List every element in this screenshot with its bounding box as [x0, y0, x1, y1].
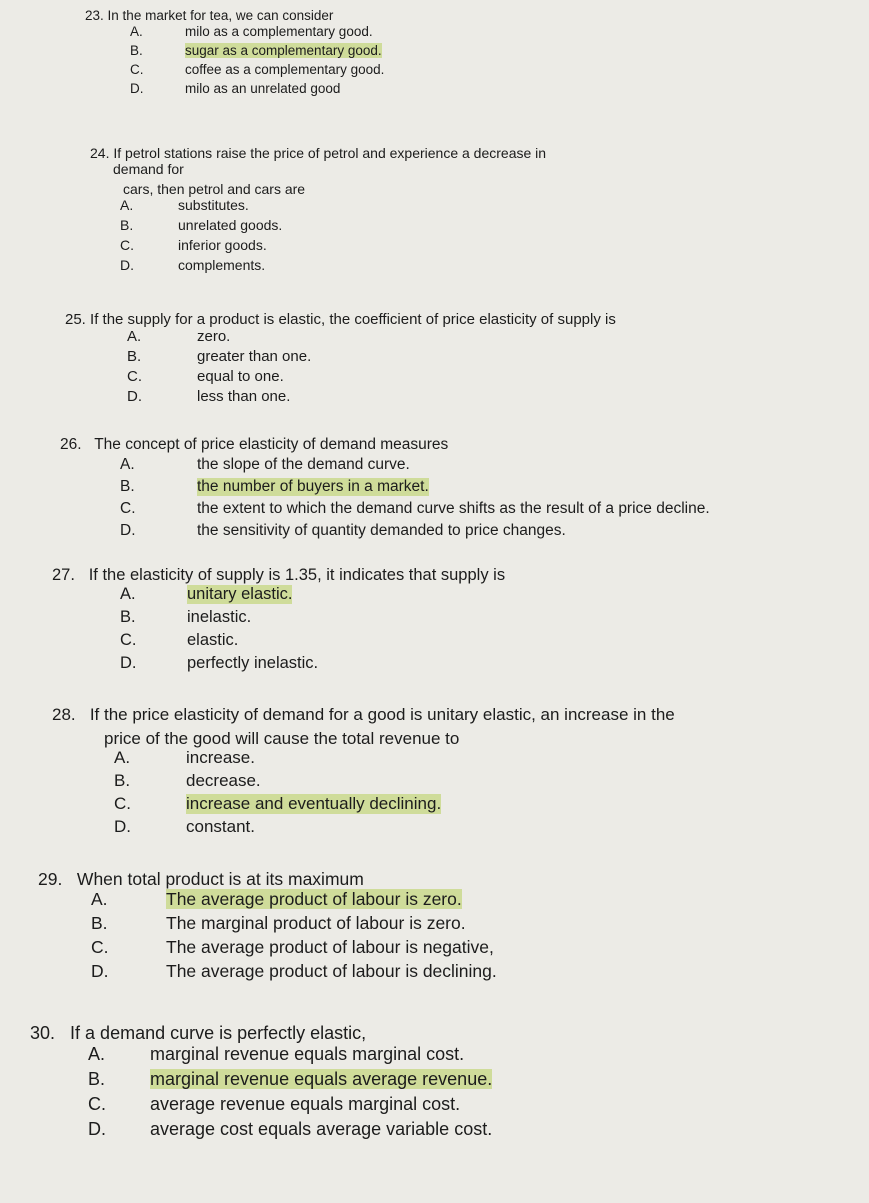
- highlighted-answer: sugar as a complementary good.: [185, 42, 382, 58]
- option-a: A. milo as a complementary good.: [130, 23, 373, 39]
- question-number: 28.: [52, 705, 76, 724]
- highlighted-answer: the number of buyers in a market.: [197, 477, 429, 495]
- option-b: B. decrease.: [114, 771, 261, 791]
- question-stem: 30. If a demand curve is perfectly elastic,: [30, 1023, 367, 1043]
- option-a: A. unitary elastic.: [120, 584, 293, 603]
- option-c: C. inferior goods.: [120, 237, 267, 254]
- option-d: D. perfectly inelastic.: [120, 653, 319, 672]
- question-24: [90, 145, 546, 277]
- option-c: C. elastic.: [120, 630, 239, 649]
- option-a: A. marginal revenue equals marginal cost.: [88, 1043, 465, 1064]
- option-d: D. complements.: [120, 257, 266, 274]
- option-a: A. the slope of the demand curve.: [120, 455, 410, 473]
- question-number: 25.: [65, 311, 86, 328]
- option-c: C. average revenue equals marginal cost.: [88, 1093, 461, 1114]
- question-25: [65, 311, 616, 408]
- option-b: B. inelastic.: [120, 607, 252, 626]
- option-a: A. increase.: [114, 748, 255, 768]
- option-c: C. coffee as a complementary good.: [130, 61, 385, 77]
- question-number: 29.: [38, 869, 63, 889]
- question-28: [52, 705, 675, 840]
- option-c: C. the extent to which the demand curve shifts as the result of a price decline.: [120, 499, 710, 517]
- question-stem: 29. When total product is at its maximum: [38, 869, 364, 889]
- option-b: B. sugar as a complementary good.: [130, 42, 382, 58]
- question-27: [52, 566, 505, 677]
- question-stem-line-2: demand for: [113, 161, 184, 178]
- option-b: B. marginal revenue equals average revenue.: [88, 1068, 493, 1089]
- question-23: [85, 8, 385, 100]
- option-a: A. substitutes.: [120, 197, 249, 214]
- option-c: C. The average product of labour is negative,: [91, 937, 494, 958]
- question-stem-line-3: cars, then petrol and cars are: [123, 181, 306, 198]
- option-d: D. The average product of labour is declining.: [91, 961, 497, 982]
- question-29: [38, 869, 497, 985]
- option-c: C. equal to one.: [127, 368, 284, 386]
- question-26: [60, 436, 710, 544]
- option-a: A. zero.: [127, 328, 231, 346]
- question-stem: 25. If the supply for a product is elastic, the coefficient of price elasticity of supply is: [65, 311, 616, 328]
- option-b: B. greater than one.: [127, 348, 312, 366]
- question-30: [30, 1023, 493, 1144]
- question-stem: 23. In the market for tea, we can consider: [85, 8, 334, 23]
- question-stem: 28. If the price elasticity of demand for a good is unitary elastic, an increase in the: [52, 705, 675, 724]
- option-d: D. the sensitivity of quantity demanded to price changes.: [120, 521, 566, 539]
- question-stem-line-2: price of the good will cause the total revenue to: [104, 728, 460, 748]
- option-b: B. unrelated goods.: [120, 217, 283, 234]
- question-stem: 26. The concept of price elasticity of demand measures: [60, 436, 449, 453]
- option-d: D. constant.: [114, 817, 255, 837]
- highlighted-answer: The average product of labour is zero.: [166, 889, 462, 910]
- option-d: D. less than one.: [127, 388, 291, 406]
- option-b: B. the number of buyers in a market.: [120, 477, 429, 495]
- question-number: 23.: [85, 8, 104, 23]
- option-b: B. The marginal product of labour is zero.: [91, 913, 466, 934]
- question-number: 24.: [90, 145, 110, 161]
- option-a: A. The average product of labour is zero.: [91, 889, 462, 910]
- question-stem: 27. If the elasticity of supply is 1.35, it indicates that supply is: [52, 566, 506, 584]
- option-d: D. milo as an unrelated good: [130, 80, 341, 96]
- question-stem: 24. If petrol stations raise the price of petrol and experience a decrease in: [90, 145, 547, 161]
- option-d: D. average cost equals average variable cost.: [88, 1118, 493, 1139]
- highlighted-answer: unitary elastic.: [187, 584, 293, 603]
- option-c: C. increase and eventually declining.: [114, 794, 442, 814]
- question-number: 26.: [60, 436, 82, 453]
- highlighted-answer: increase and eventually declining.: [186, 794, 442, 814]
- question-number: 27.: [52, 566, 75, 584]
- highlighted-answer: marginal revenue equals average revenue.: [150, 1068, 493, 1089]
- question-number: 30.: [30, 1023, 56, 1043]
